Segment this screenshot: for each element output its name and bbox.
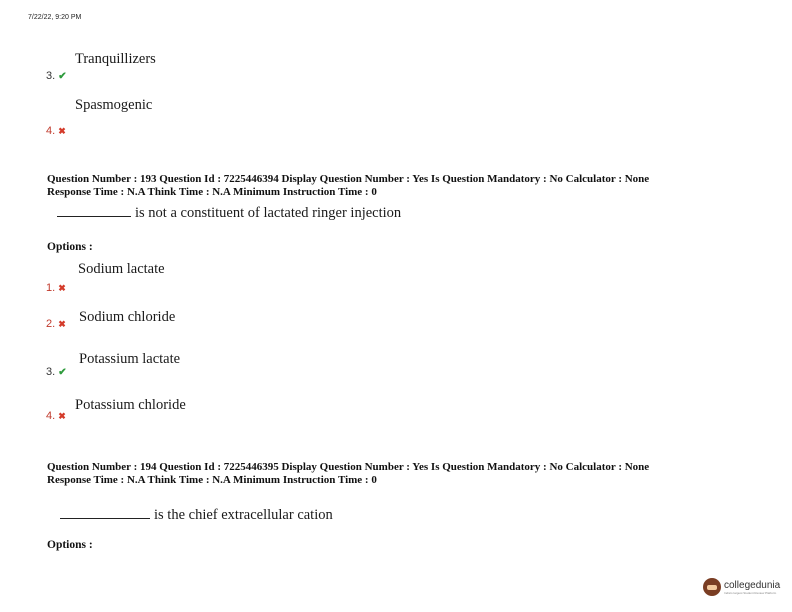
question-text [57,204,401,222]
cross-icon: ✖ [58,319,66,329]
logo-name: collegedunia [724,579,781,591]
check-icon: ✔ [58,367,67,378]
question-text [60,506,333,524]
option-marker [46,66,67,84]
timestamp: 7/22/22, 9:20 PM [28,14,82,21]
cross-icon: ✖ [58,411,66,421]
cross-icon: ✖ [58,126,66,136]
collegedunia-logo [703,578,780,596]
option-text: Tranquillizers [75,51,156,67]
question-meta-line: Question Number : 194 Question Id : 7225446395 Display Question Number : Yes Is Question Mandatory : No Calculator : None [47,461,650,473]
option-text: Sodium chloride [79,309,176,325]
option-text: Sodium lactate [78,261,165,277]
answer-blank [57,204,131,217]
option-number: 3. [46,70,56,82]
question-meta-line: Response Time : N.A Think Time : N.A Minimum Instruction Time : 0 [47,186,377,198]
option-marker [46,278,66,296]
check-icon: ✔ [58,71,67,82]
question-meta [47,173,649,199]
option-number: 1. [46,282,56,294]
logo-tagline: India's largest Student Review Platform [724,590,777,595]
option-marker [46,121,66,139]
option-text: Potassium chloride [75,397,186,413]
option-number: 3. [46,366,56,378]
logo-mascot-icon [703,578,721,596]
option-number: 4. [46,410,56,422]
option-number: 4. [46,125,56,137]
option-marker [46,406,66,424]
answer-blank [60,506,150,519]
option-marker [46,362,67,380]
option-text: Spasmogenic [75,97,153,113]
options-label: Options : [47,241,93,253]
options-label: Options : [47,539,93,551]
option-number: 2. [46,318,56,330]
question-meta-line: Question Number : 193 Question Id : 7225446394 Display Question Number : Yes Is Question Mandatory : No Calculator : None [47,173,650,185]
option-marker [46,314,66,332]
question-body: is not a constituent of lactated ringer injection [135,205,402,221]
question-meta [47,461,649,487]
cross-icon: ✖ [58,283,66,293]
question-body: is the chief extracellular cation [154,507,333,523]
option-text: Potassium lactate [79,351,181,367]
question-meta-line: Response Time : N.A Think Time : N.A Minimum Instruction Time : 0 [47,474,377,486]
